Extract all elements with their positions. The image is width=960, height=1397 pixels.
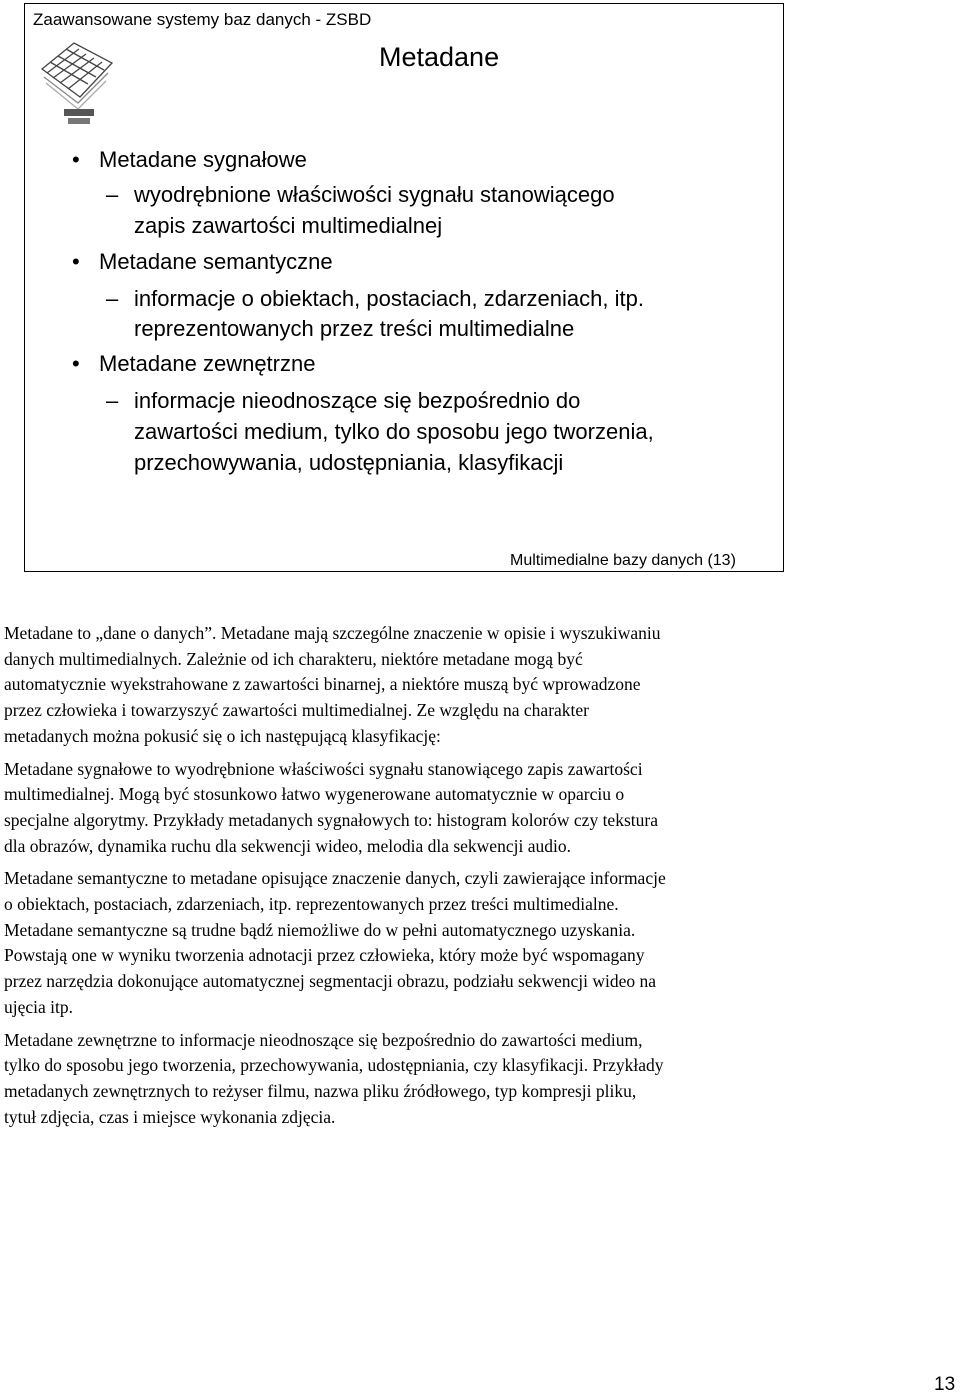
grid-logo-icon: [38, 37, 116, 129]
bullet-item: • Metadane zewnętrzne: [99, 348, 315, 379]
bullet-dot-icon: •: [72, 249, 80, 274]
page-number: 13: [934, 1374, 956, 1395]
notes-paragraph: Metadane semantyczne to metadane opisujące znaczenie danych, czyli zawierające informacje o obiektach, postaciach, zdarzeniach, itp. reprezentowanych przez treści multimedialne. Metadane semantyczne są trudne bądź niemożliwe do w pełni automatycznego uzyskania. Powstają one w wyniku tworzenia adnotacji przez człowieka, który może być wspomagany przez narzędzia dokonujące automatycznej segmentacji obrazu, podziału sekwencji wideo na ujęcia itp.: [4, 868, 666, 1017]
notes-text: [4, 621, 824, 1137]
slide-frame: [24, 3, 784, 572]
sub-bullet-line: przechowywania, udostępniania, klasyfikacji: [134, 450, 564, 475]
notes-paragraph: Metadane zewnętrzne to informacje nieodnoszące się bezpośrednio do zawartości medium, tylko do sposobu jego tworzenia, przechowywania, udostępniania, czy klasyfikacji. Przykłady metadanych zewnętrznych to reżyser filmu, nazwa pliku źródłowego, typ kompresji pliku, tytuł zdjęcia, czas i miejsce wykonania zdjęcia.: [4, 1029, 664, 1127]
dash-icon: –: [106, 182, 119, 207]
bullet-dot-icon: •: [72, 351, 80, 376]
sub-bullet-line: reprezentowanych przez treści multimedialne: [134, 316, 575, 341]
sub-bullet-line: zapis zawartości multimedialnej: [134, 213, 443, 238]
notes-paragraph: Metadane sygnałowe to wyodrębnione właściwości sygnału stanowiącego zapis zawartości multimedialnej. Mogą być stosunkowo łatwo wygenerowane automatycznie w oparciu o specjalne algorytmy. Przykłady metadanych sygnałowych to: histogram kolorów czy tekstura dla obrazów, dynamika ruchu dla sekwencji wideo, melodia dla sekwencji audio.: [4, 758, 658, 856]
slide-title: Metadane: [379, 42, 500, 72]
bullet-item: • Metadane semantyczne: [99, 246, 333, 277]
sub-bullet-line: zawartości medium, tylko do sposobu jego tworzenia,: [134, 419, 654, 444]
dash-icon: –: [106, 388, 119, 413]
sub-bullet-item: – informacje o obiektach, postaciach, zdarzeniach, itp.: [134, 283, 644, 314]
bullet-dot-icon: •: [72, 147, 80, 172]
slide-header: Zaawansowane systemy baz danych - ZSBD: [33, 10, 372, 29]
slide-footer: Multimedialne bazy danych (13): [510, 552, 736, 569]
sub-bullet-item: – informacje nieodnoszące się bezpośrednio do: [134, 385, 580, 416]
bullet-item: • Metadane sygnałowe: [99, 144, 307, 175]
notes-paragraph: Metadane to „dane o danych”. Metadane mają szczególne znaczenie w opisie i wyszukiwaniu danych multimedialnych. Zależnie od ich charakteru, niektóre metadane mogą być automatycznie wyekstrahowane z zawartości binarnej, a niektóre muszą być wprowadzone przez człowieka i towarzyszyć zawartości multimedialnej. Ze względu na charakter metadanych można pokusić się o ich następującą klasyfikację:: [4, 623, 661, 746]
dash-icon: –: [106, 286, 119, 311]
sub-bullet-item: – wyodrębnione właściwości sygnału stanowiącego: [134, 179, 615, 210]
